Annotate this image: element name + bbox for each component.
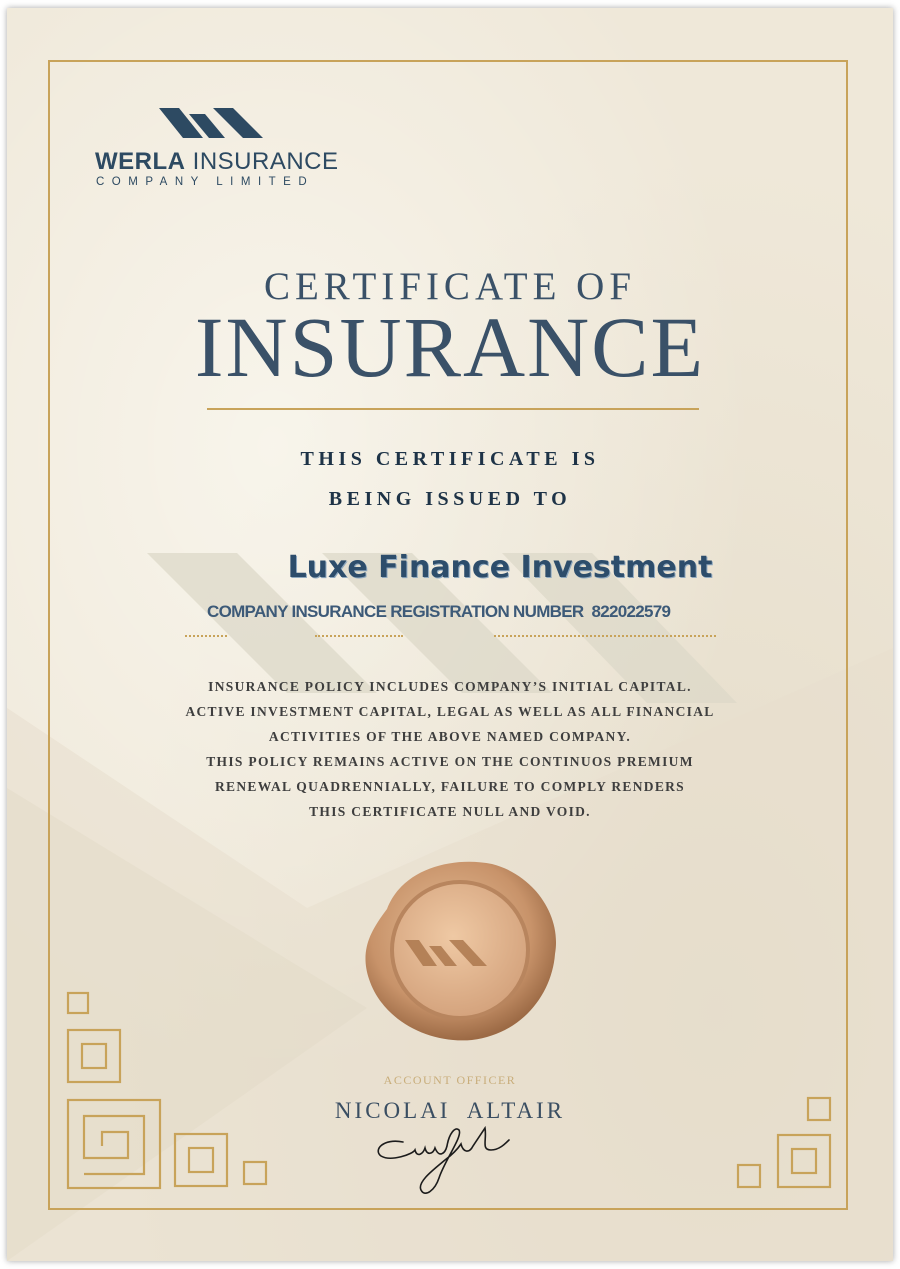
- officer-label: ACCOUNT OFFICER: [383, 1073, 517, 1087]
- policy-line: ACTIVITIES OF THE ABOVE NAMED COMPANY.: [268, 729, 632, 744]
- issued-line-1: THIS CERTIFICATE IS: [300, 448, 600, 470]
- dotted-rule-2: [315, 635, 403, 637]
- dotted-rule-3: [494, 635, 716, 637]
- policy-line: THIS POLICY REMAINS ACTIVE ON THE CONTINUOS PREMIUM: [206, 754, 694, 769]
- registration-number: 822022579: [591, 602, 671, 621]
- title-divider: [207, 408, 699, 410]
- policy-line: RENEWAL QUADRENNIALLY, FAILURE TO COMPLY RENDERS: [215, 779, 685, 794]
- title-top: CERTIFICATE OF: [263, 265, 637, 308]
- dotted-rule-1: [185, 635, 227, 637]
- wax-seal-icon: [357, 854, 562, 1044]
- officer-name: NICOLAI ALTAIR: [334, 1098, 566, 1123]
- werla-logo-icon: [159, 108, 269, 144]
- decorative-spirals-left: [62, 988, 292, 1198]
- issued-line-2: BEING ISSUED TO: [328, 488, 572, 510]
- signature-icon: [373, 1120, 523, 1200]
- registration-line: [207, 602, 670, 622]
- company-name: [95, 148, 395, 176]
- policy-line: THIS CERTIFICATE NULL AND VOID.: [309, 804, 591, 819]
- policy-line: ACTIVE INVESTMENT CAPITAL, LEGAL AS WELL AS ALL FINANCIAL: [185, 704, 715, 719]
- certificate-page: [7, 8, 893, 1261]
- company-name-bold: WERLA: [95, 148, 186, 175]
- policy-text: [7, 674, 893, 824]
- registration-label: COMPANY INSURANCE REGISTRATION NUMBER: [207, 602, 584, 621]
- decorative-spirals-right: [732, 1093, 842, 1198]
- policy-line: INSURANCE POLICY INCLUDES COMPANY’S INITIAL CAPITAL.: [208, 679, 692, 694]
- company-name-rest: INSURANCE: [185, 148, 339, 175]
- recipient-name: Luxe Finance Investment: [287, 550, 713, 585]
- company-subtitle: COMPANY LIMITED: [96, 176, 315, 188]
- page-title: INSURANCE: [194, 299, 706, 395]
